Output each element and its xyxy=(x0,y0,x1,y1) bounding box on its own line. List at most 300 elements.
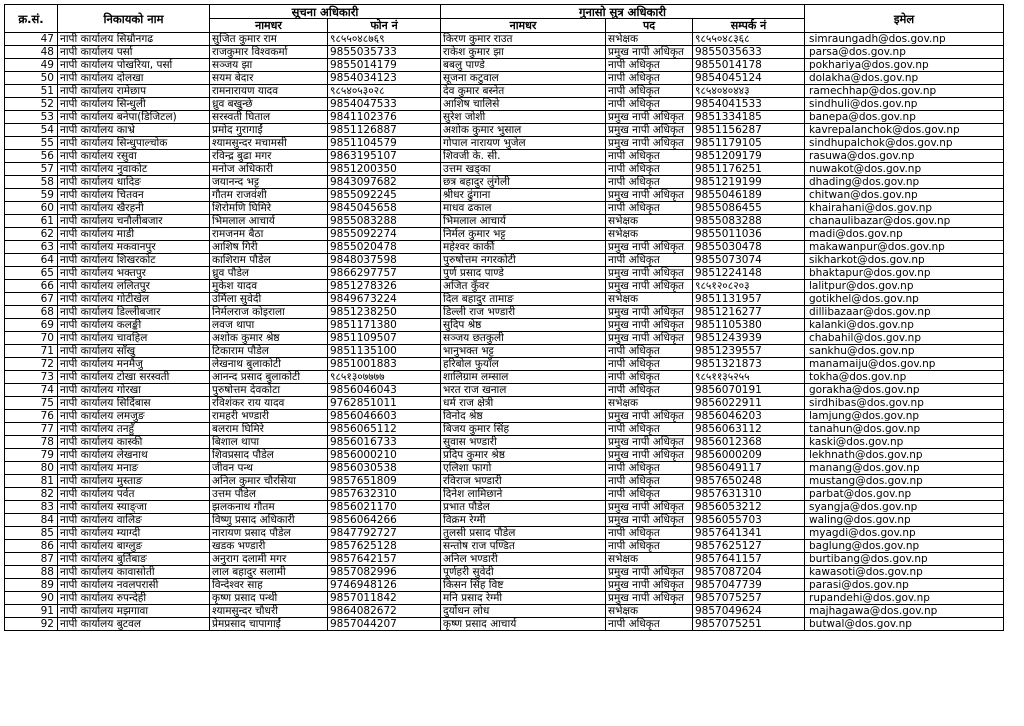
grievance-officer-contact-cell: 9856070191 xyxy=(693,384,805,397)
grievance-officer-post-cell: नापी अधिकृत xyxy=(606,423,693,436)
email-cell: majhagawa@dos.gov.np xyxy=(805,605,1004,618)
grievance-officer-name-cell: गोपाल नारायण भुजेल xyxy=(441,137,606,150)
grievance-officer-name-cell: भानुभक्त भट्ट xyxy=(441,345,606,358)
grievance-officer-post-cell: नापी अधिकृत xyxy=(606,540,693,553)
info-officer-phone-cell: 9851001883 xyxy=(328,358,441,371)
grievance-officer-contact-cell: 9851131957 xyxy=(693,293,805,306)
office-name-cell: नापी कार्यालय नवलपरासी xyxy=(58,579,210,592)
header-grievance-officer: गुनासो सुत्र अधिकारी xyxy=(441,5,805,19)
serial-cell: 72 xyxy=(5,358,58,371)
info-officer-phone-cell: 9866297757 xyxy=(328,267,441,280)
email-cell: gorakha@dos.gov.np xyxy=(805,384,1004,397)
serial-cell: 58 xyxy=(5,176,58,189)
email-cell: burtibang@dos.gov.np xyxy=(805,553,1004,566)
grievance-officer-name-cell: भिमलाल आचार्य xyxy=(441,215,606,228)
info-officer-phone-cell: 9851238250 xyxy=(328,306,441,319)
grievance-officer-post-cell: प्रमुख नापी अधिकृत xyxy=(606,137,693,150)
grievance-officer-post-cell: प्रमुख नापी अधिकृत xyxy=(606,514,693,527)
info-officer-phone-cell: 9849673224 xyxy=(328,293,441,306)
email-cell: rasuwa@dos.gov.np xyxy=(805,150,1004,163)
grievance-officer-contact-cell: 9855014178 xyxy=(693,59,805,72)
serial-cell: 77 xyxy=(5,423,58,436)
grievance-officer-post-cell: सभेक्षक xyxy=(606,33,693,46)
serial-cell: 89 xyxy=(5,579,58,592)
email-cell: rupandehi@dos.gov.np xyxy=(805,592,1004,605)
grievance-officer-name-cell: मनि प्रसाद रेग्मी xyxy=(441,592,606,605)
email-cell: dolakha@dos.gov.np xyxy=(805,72,1004,85)
grievance-officer-post-cell: प्रमुख नापी अधिकृत xyxy=(606,579,693,592)
grievance-officer-post-cell: सभेक्षक xyxy=(606,397,693,410)
info-officer-name-cell: सयम बेदार xyxy=(210,72,328,85)
table-row xyxy=(5,475,1004,488)
email-cell: sikharkot@dos.gov.np xyxy=(805,254,1004,267)
serial-cell: 47 xyxy=(5,33,58,46)
table-row xyxy=(5,449,1004,462)
serial-cell: 82 xyxy=(5,488,58,501)
office-name-cell: नापी कार्यालय साँखु xyxy=(58,345,210,358)
grievance-officer-post-cell: प्रमुख नापी अधिकृत xyxy=(606,410,693,423)
table-row xyxy=(5,215,1004,228)
grievance-officer-contact-cell: 9857075257 xyxy=(693,592,805,605)
grievance-officer-contact-cell: 9856012368 xyxy=(693,436,805,449)
office-name-cell: नापी कार्यालय म्याग्दी xyxy=(58,527,210,540)
office-name-cell: नापी कार्यालय दोलखा xyxy=(58,72,210,85)
info-officer-phone-cell: 9851200350 xyxy=(328,163,441,176)
email-cell: simraungadh@dos.gov.np xyxy=(805,33,1004,46)
info-officer-name-cell: रामनारायण यादव xyxy=(210,85,328,98)
info-officer-name-cell: उर्मिला सुवेदी xyxy=(210,293,328,306)
header-grievance-name: नामधर xyxy=(441,19,606,33)
info-officer-phone-cell: 9848037598 xyxy=(328,254,441,267)
grievance-officer-contact-cell: 9855086455 xyxy=(693,202,805,215)
grievance-officer-contact-cell: 9856046203 xyxy=(693,410,805,423)
info-officer-phone-cell: 9856000210 xyxy=(328,449,441,462)
office-name-cell: नापी कार्यालय सिन्धुली xyxy=(58,98,210,111)
email-cell: lalitpur@dos.gov.np xyxy=(805,280,1004,293)
info-officer-name-cell: प्रेमप्रसाद चापागाईं xyxy=(210,618,328,631)
email-cell: khairahani@dos.gov.np xyxy=(805,202,1004,215)
grievance-officer-post-cell: प्रमुख नापी अधिकृत xyxy=(606,306,693,319)
grievance-officer-post-cell: नापी अधिकृत xyxy=(606,488,693,501)
grievance-officer-post-cell: प्रमुख नापी अधिकृत xyxy=(606,501,693,514)
email-cell: chitwan@dos.gov.np xyxy=(805,189,1004,202)
grievance-officer-post-cell: नापी अधिकृत xyxy=(606,72,693,85)
info-officer-phone-cell: 9856030538 xyxy=(328,462,441,475)
grievance-officer-name-cell: एलिशा फागो xyxy=(441,462,606,475)
grievance-officer-name-cell: अनिल भण्डारी xyxy=(441,553,606,566)
email-cell: gotikhel@dos.gov.np xyxy=(805,293,1004,306)
serial-cell: 59 xyxy=(5,189,58,202)
office-name-cell: नापी कार्यालय रामेछाप xyxy=(58,85,210,98)
header-row-top xyxy=(5,5,1004,19)
table-row xyxy=(5,111,1004,124)
info-officer-phone-cell: 9863195107 xyxy=(328,150,441,163)
header-email: इमेल xyxy=(805,5,1004,33)
table-row xyxy=(5,462,1004,475)
info-officer-phone-cell: 9856021170 xyxy=(328,501,441,514)
email-cell: dillibazaar@dos.gov.np xyxy=(805,306,1004,319)
table-row xyxy=(5,254,1004,267)
office-name-cell: नापी कार्यालय गोटीखेल xyxy=(58,293,210,306)
grievance-officer-contact-cell: 9856053212 xyxy=(693,501,805,514)
grievance-officer-name-cell: प्रदिप कुमार श्रेष्ठ xyxy=(441,449,606,462)
grievance-officer-post-cell: नापी अधिकृत xyxy=(606,527,693,540)
table-row xyxy=(5,592,1004,605)
info-officer-name-cell: नारायण प्रसाद पौडेल xyxy=(210,527,328,540)
grievance-officer-name-cell: आशिष चालिसे xyxy=(441,98,606,111)
info-officer-name-cell: लेखनाथ बुलाकोटी xyxy=(210,358,328,371)
info-officer-name-cell: काशिराम पौडेल xyxy=(210,254,328,267)
grievance-officer-name-cell: रविराज भण्डारी xyxy=(441,475,606,488)
info-officer-name-cell: सरस्वती घिताल xyxy=(210,111,328,124)
grievance-officer-contact-cell: 9851334185 xyxy=(693,111,805,124)
info-officer-phone-cell: 9854034123 xyxy=(328,72,441,85)
info-officer-name-cell: रविशंकर राय यादव xyxy=(210,397,328,410)
office-name-cell: नापी कार्यालय लेखनाथ xyxy=(58,449,210,462)
email-cell: baglung@dos.gov.np xyxy=(805,540,1004,553)
office-name-cell: नापी कार्यालय सिन्धुपाल्चोक xyxy=(58,137,210,150)
info-officer-name-cell: विन्देश्वर साह xyxy=(210,579,328,592)
grievance-officer-name-cell: अशोक कुमार भुसाल xyxy=(441,124,606,137)
grievance-officer-name-cell: माधव ढकाल xyxy=(441,202,606,215)
info-officer-name-cell: लवज थापा xyxy=(210,319,328,332)
office-name-cell: नापी कार्यालय रसुवा xyxy=(58,150,210,163)
info-officer-name-cell: जीवन पन्थ xyxy=(210,462,328,475)
table-row xyxy=(5,345,1004,358)
email-cell: bhaktapur@dos.gov.np xyxy=(805,267,1004,280)
grievance-officer-post-cell: सभेक्षक xyxy=(606,293,693,306)
header-info-phone: फोन नं xyxy=(328,19,441,33)
email-cell: sindhupalchok@dos.gov.np xyxy=(805,137,1004,150)
info-officer-name-cell: बलराम घिमिरे xyxy=(210,423,328,436)
grievance-officer-name-cell: सुवास भण्डारी xyxy=(441,436,606,449)
grievance-officer-name-cell: श्रीधर ढुंगाना xyxy=(441,189,606,202)
header-office: निकायको नाम xyxy=(58,5,210,33)
email-cell: lekhnath@dos.gov.np xyxy=(805,449,1004,462)
serial-cell: 69 xyxy=(5,319,58,332)
serial-cell: 63 xyxy=(5,241,58,254)
email-cell: ramechhap@dos.gov.np xyxy=(805,85,1004,98)
grievance-officer-contact-cell: 9857047739 xyxy=(693,579,805,592)
grievance-officer-name-cell: देव कुमार बस्नेत xyxy=(441,85,606,98)
email-cell: makawanpur@dos.gov.np xyxy=(805,241,1004,254)
grievance-officer-contact-cell: 9856000209 xyxy=(693,449,805,462)
info-officer-phone-cell: 9856064266 xyxy=(328,514,441,527)
table-row xyxy=(5,358,1004,371)
email-cell: waling@dos.gov.np xyxy=(805,514,1004,527)
office-name-cell: नापी कार्यालय कावासोती xyxy=(58,566,210,579)
grievance-officer-post-cell: नापी अधिकृत xyxy=(606,618,693,631)
serial-cell: 68 xyxy=(5,306,58,319)
info-officer-phone-cell: 9855092274 xyxy=(328,228,441,241)
table-row xyxy=(5,579,1004,592)
serial-cell: 81 xyxy=(5,475,58,488)
info-officer-name-cell: अशोक कुमार श्रेष्ठ xyxy=(210,332,328,345)
grievance-officer-name-cell: पुरुषोत्तम नगरकोटी xyxy=(441,254,606,267)
table-row xyxy=(5,410,1004,423)
table-row xyxy=(5,566,1004,579)
grievance-officer-contact-cell: ९८५१२०८२०३ xyxy=(693,280,805,293)
grievance-officer-post-cell: नापी अधिकृत xyxy=(606,163,693,176)
grievance-officer-contact-cell: 9857641157 xyxy=(693,553,805,566)
table-body xyxy=(5,33,1004,631)
grievance-officer-contact-cell: 9851179105 xyxy=(693,137,805,150)
serial-cell: 76 xyxy=(5,410,58,423)
grievance-officer-contact-cell: 9851105380 xyxy=(693,319,805,332)
grievance-officer-post-cell: नापी अधिकृत xyxy=(606,371,693,384)
serial-cell: 64 xyxy=(5,254,58,267)
office-name-cell: नापी कार्यालय कलङ्की xyxy=(58,319,210,332)
office-name-cell: नापी कार्यालय सिर्दिबास xyxy=(58,397,210,410)
email-cell: sirdhibas@dos.gov.np xyxy=(805,397,1004,410)
serial-cell: 60 xyxy=(5,202,58,215)
email-cell: kawasoti@dos.gov.np xyxy=(805,566,1004,579)
table-row xyxy=(5,124,1004,137)
grievance-officer-name-cell: हरिबोल फुयाँल xyxy=(441,358,606,371)
grievance-officer-name-cell: बिजय कुमार सिंह xyxy=(441,423,606,436)
grievance-officer-contact-cell: 9851156287 xyxy=(693,124,805,137)
header-grievance-contact: सम्पर्क नं xyxy=(693,19,805,33)
office-name-cell: नापी कार्यालय चावहिल xyxy=(58,332,210,345)
info-officer-phone-cell: 9851104579 xyxy=(328,137,441,150)
info-officer-name-cell: लाल बहादुर सलामी xyxy=(210,566,328,579)
info-officer-name-cell: रविन्द्र बुढा मगर xyxy=(210,150,328,163)
email-cell: tokha@dos.gov.np xyxy=(805,371,1004,384)
serial-cell: 65 xyxy=(5,267,58,280)
email-cell: parsa@dos.gov.np xyxy=(805,46,1004,59)
info-officer-phone-cell: 9854047533 xyxy=(328,98,441,111)
table-row xyxy=(5,618,1004,631)
office-name-cell: नापी कार्यालय ललितपुर xyxy=(58,280,210,293)
grievance-officer-name-cell: दुर्योधन लोध xyxy=(441,605,606,618)
office-name-cell: नापी कार्यालय सिम्रौनगढ xyxy=(58,33,210,46)
grievance-officer-post-cell: नापी अधिकृत xyxy=(606,202,693,215)
office-name-cell: नापी कार्यालय बुर्तिबाङ xyxy=(58,553,210,566)
office-name-cell: नापी कार्यालय चनौलीबजार xyxy=(58,215,210,228)
serial-cell: 79 xyxy=(5,449,58,462)
table-row xyxy=(5,150,1004,163)
serial-cell: 75 xyxy=(5,397,58,410)
grievance-officer-name-cell: दिल बहादुर तामाङ xyxy=(441,293,606,306)
email-cell: sindhuli@dos.gov.np xyxy=(805,98,1004,111)
serial-cell: 54 xyxy=(5,124,58,137)
email-cell: dhading@dos.gov.np xyxy=(805,176,1004,189)
grievance-officer-post-cell: सभेक्षक xyxy=(606,215,693,228)
office-name-cell: नापी कार्यालय तनहुँ xyxy=(58,423,210,436)
grievance-officer-name-cell: धर्म राज क्षेत्री xyxy=(441,397,606,410)
grievance-officer-name-cell: महेश्वर कार्की xyxy=(441,241,606,254)
office-name-cell: नापी कार्यालय रुपन्देही xyxy=(58,592,210,605)
grievance-officer-post-cell: नापी अधिकृत xyxy=(606,384,693,397)
grievance-officer-contact-cell: 9851209179 xyxy=(693,150,805,163)
table-row xyxy=(5,436,1004,449)
grievance-officer-post-cell: प्रमुख नापी अधिकृत xyxy=(606,124,693,137)
info-officer-name-cell: आनन्द प्रसाद बुलाकोटी xyxy=(210,371,328,384)
serial-cell: 66 xyxy=(5,280,58,293)
table-row xyxy=(5,306,1004,319)
info-officer-phone-cell: 9857642157 xyxy=(328,553,441,566)
table-row xyxy=(5,163,1004,176)
info-officer-name-cell: बिशाल थापा xyxy=(210,436,328,449)
grievance-officer-contact-cell: 9851243939 xyxy=(693,332,805,345)
table-row xyxy=(5,293,1004,306)
table-row xyxy=(5,137,1004,150)
grievance-officer-name-cell: किसन सिंह विष्ट xyxy=(441,579,606,592)
grievance-officer-name-cell: निर्मल कुमार भट्ट xyxy=(441,228,606,241)
info-officer-phone-cell: 9851109507 xyxy=(328,332,441,345)
office-name-cell: नापी कार्यालय डिल्लीबजार xyxy=(58,306,210,319)
grievance-officer-post-cell: प्रमुख नापी अधिकृत xyxy=(606,436,693,449)
grievance-officer-name-cell: पूर्णहरी सुवेदी xyxy=(441,566,606,579)
grievance-officer-post-cell: नापी अधिकृत xyxy=(606,150,693,163)
grievance-officer-post-cell: नापी अधिकृत xyxy=(606,475,693,488)
serial-cell: 83 xyxy=(5,501,58,514)
grievance-officer-name-cell: सूजना कटुवाल xyxy=(441,72,606,85)
grievance-officer-contact-cell: 9855011036 xyxy=(693,228,805,241)
serial-cell: 49 xyxy=(5,59,58,72)
grievance-officer-contact-cell: 9857641341 xyxy=(693,527,805,540)
info-officer-name-cell: आशिष गिरी xyxy=(210,241,328,254)
office-name-cell: नापी कार्यालय वालिङ xyxy=(58,514,210,527)
email-cell: kaski@dos.gov.np xyxy=(805,436,1004,449)
info-officer-name-cell: मनोज अधिकारी xyxy=(210,163,328,176)
serial-cell: 92 xyxy=(5,618,58,631)
office-name-cell: नापी कार्यालय मुस्ताङ xyxy=(58,475,210,488)
grievance-officer-contact-cell: 9851176251 xyxy=(693,163,805,176)
grievance-officer-contact-cell: 9856022911 xyxy=(693,397,805,410)
email-cell: tanahun@dos.gov.np xyxy=(805,423,1004,436)
serial-cell: 87 xyxy=(5,553,58,566)
info-officer-name-cell: उत्तम पौडेल xyxy=(210,488,328,501)
grievance-officer-contact-cell: 9855035633 xyxy=(693,46,805,59)
info-officer-name-cell: श्यामसुन्दर चौधरी xyxy=(210,605,328,618)
table-row xyxy=(5,527,1004,540)
info-officer-name-cell: राजकुमार विश्वकर्मा xyxy=(210,46,328,59)
office-name-cell: नापी कार्यालय बाग्लुङ xyxy=(58,540,210,553)
info-officer-name-cell: रामजनम बैठा xyxy=(210,228,328,241)
grievance-officer-post-cell: प्रमुख नापी अधिकृत xyxy=(606,449,693,462)
grievance-officer-name-cell: राकेश कुमार झा xyxy=(441,46,606,59)
info-officer-phone-cell: 9856046043 xyxy=(328,384,441,397)
info-officer-name-cell: अनिल कुमार चौरसिया xyxy=(210,475,328,488)
grievance-officer-contact-cell: 9857625127 xyxy=(693,540,805,553)
grievance-officer-post-cell: नापी अधिकृत xyxy=(606,358,693,371)
office-name-cell: नापी कार्यालय पर्सा xyxy=(58,46,210,59)
info-officer-phone-cell: 9851126887 xyxy=(328,124,441,137)
info-officer-name-cell: झलकनाथ गौतम xyxy=(210,501,328,514)
grievance-officer-name-cell: पुर्ण प्रसाद पाण्डे xyxy=(441,267,606,280)
grievance-officer-post-cell: प्रमुख नापी अधिकृत xyxy=(606,280,693,293)
table-row xyxy=(5,267,1004,280)
serial-cell: 51 xyxy=(5,85,58,98)
grievance-officer-name-cell: अजित कुँवर xyxy=(441,280,606,293)
serial-cell: 74 xyxy=(5,384,58,397)
grievance-officer-post-cell: नापी अधिकृत xyxy=(606,345,693,358)
info-officer-phone-cell: ९८५१३०७७७७ xyxy=(328,371,441,384)
header-grievance-post: पद xyxy=(606,19,693,33)
office-name-cell: नापी कार्यालय पर्वत xyxy=(58,488,210,501)
grievance-officer-post-cell: नापी अधिकृत xyxy=(606,85,693,98)
grievance-officer-name-cell: विनोद श्रेष्ठ xyxy=(441,410,606,423)
office-name-cell: नापी कार्यालय मनमैजु xyxy=(58,358,210,371)
serial-cell: 88 xyxy=(5,566,58,579)
serial-cell: 55 xyxy=(5,137,58,150)
serial-cell: 53 xyxy=(5,111,58,124)
grievance-officer-contact-cell: 9851224148 xyxy=(693,267,805,280)
info-officer-phone-cell: ९८५४०५३०२८ xyxy=(328,85,441,98)
grievance-officer-post-cell: प्रमुख नापी अधिकृत xyxy=(606,332,693,345)
grievance-officer-name-cell: भरत राज खनाल xyxy=(441,384,606,397)
table-row xyxy=(5,319,1004,332)
info-officer-name-cell: मुकेश यादव xyxy=(210,280,328,293)
office-name-cell: नापी कार्यालय टोखा सरस्वती xyxy=(58,371,210,384)
email-cell: sankhu@dos.gov.np xyxy=(805,345,1004,358)
email-cell: parasi@dos.gov.np xyxy=(805,579,1004,592)
info-officer-phone-cell: 9847792727 xyxy=(328,527,441,540)
grievance-officer-contact-cell: ९८५४०४०४४३ xyxy=(693,85,805,98)
table-row xyxy=(5,397,1004,410)
grievance-officer-contact-cell: 9855046189 xyxy=(693,189,805,202)
info-officer-name-cell: श्यामसुन्दर मचामसी xyxy=(210,137,328,150)
grievance-officer-post-cell: नापी अधिकृत xyxy=(606,98,693,111)
grievance-officer-post-cell: प्रमुख नापी अधिकृत xyxy=(606,111,693,124)
office-name-cell: नापी कार्यालय स्याङ्जा xyxy=(58,501,210,514)
office-name-cell: नापी कार्यालय खैरहनी xyxy=(58,202,210,215)
table-row xyxy=(5,423,1004,436)
info-officer-name-cell: शिवप्रसाद पौडेल xyxy=(210,449,328,462)
email-cell: chanaulibazar@dos.gov.np xyxy=(805,215,1004,228)
table-row xyxy=(5,176,1004,189)
grievance-officer-post-cell: प्रमुख नापी अधिकृत xyxy=(606,189,693,202)
info-officer-name-cell: शिरोमणि घिमिरे xyxy=(210,202,328,215)
office-name-cell: नापी कार्यालय मकवानपुर xyxy=(58,241,210,254)
grievance-officer-name-cell: किरण कुमार राउत xyxy=(441,33,606,46)
office-name-cell: नापी कार्यालय भक्तपुर xyxy=(58,267,210,280)
info-officer-phone-cell: 9845045658 xyxy=(328,202,441,215)
info-officer-phone-cell: 9746948126 xyxy=(328,579,441,592)
office-name-cell: नापी कार्यालय मझगावा xyxy=(58,605,210,618)
grievance-officer-name-cell: बबलु पाण्डे xyxy=(441,59,606,72)
info-officer-name-cell: टिकाराम पौडेल xyxy=(210,345,328,358)
grievance-officer-name-cell: विक्रम रेग्मी xyxy=(441,514,606,527)
grievance-officer-post-cell: प्रमुख नापी अधिकृत xyxy=(606,566,693,579)
info-officer-phone-cell: 9856016733 xyxy=(328,436,441,449)
info-officer-name-cell: विष्णु प्रसाद अधिकारी xyxy=(210,514,328,527)
contact-table xyxy=(4,4,1004,631)
info-officer-phone-cell: 9855020478 xyxy=(328,241,441,254)
email-cell: manamaiju@dos.gov.np xyxy=(805,358,1004,371)
info-officer-name-cell: भिमलाल आचार्य xyxy=(210,215,328,228)
serial-cell: 91 xyxy=(5,605,58,618)
email-cell: kalanki@dos.gov.np xyxy=(805,319,1004,332)
grievance-officer-post-cell: सभेक्षक xyxy=(606,228,693,241)
info-officer-phone-cell: 9851171380 xyxy=(328,319,441,332)
office-name-cell: नापी कार्यालय नुवाकोट xyxy=(58,163,210,176)
header-info-officer: सूचना अधिकारी xyxy=(210,5,441,19)
email-cell: syangja@dos.gov.np xyxy=(805,501,1004,514)
grievance-officer-contact-cell: 9851239557 xyxy=(693,345,805,358)
info-officer-name-cell: रामहरी भण्डारी xyxy=(210,410,328,423)
grievance-officer-name-cell: सञ्जय छतकुली xyxy=(441,332,606,345)
office-name-cell: नापी कार्यालय काभ्रे xyxy=(58,124,210,137)
table-row xyxy=(5,280,1004,293)
info-officer-name-cell: अनुराग दलामी मगर xyxy=(210,553,328,566)
info-officer-name-cell: सुजित कुमार राम xyxy=(210,33,328,46)
office-name-cell: नापी कार्यालय माडी xyxy=(58,228,210,241)
email-cell: banepa@dos.gov.np xyxy=(805,111,1004,124)
grievance-officer-post-cell: सभेक्षक xyxy=(606,553,693,566)
office-name-cell: नापी कार्यालय कास्की xyxy=(58,436,210,449)
